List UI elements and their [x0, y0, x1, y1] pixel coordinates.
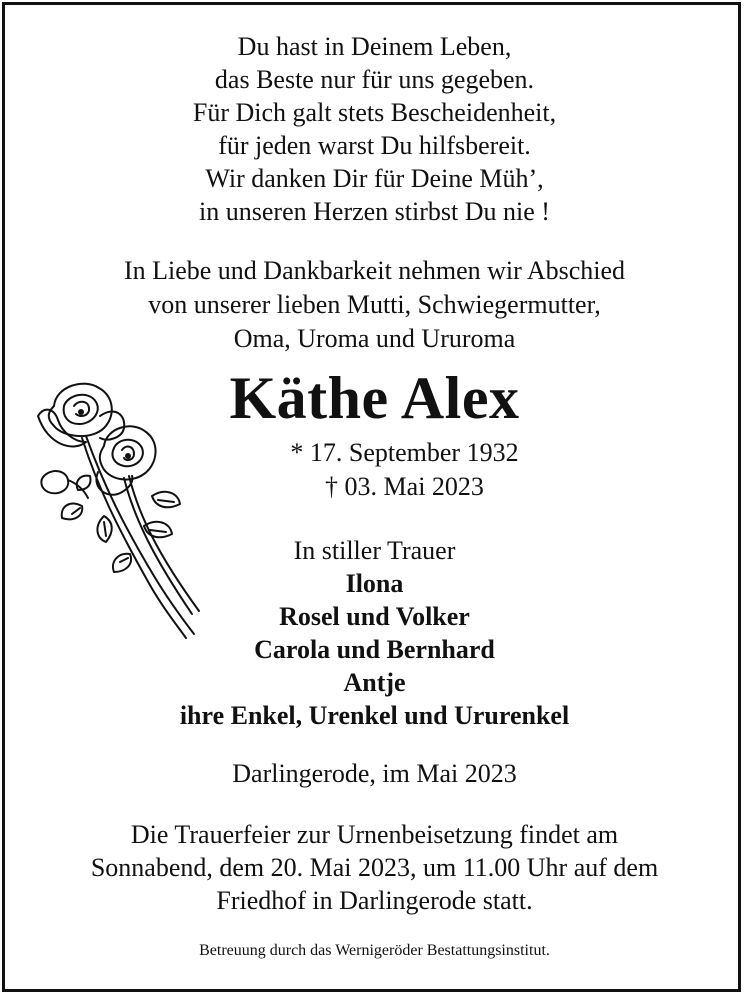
place-date: Darlingerode, im Mai 2023 [232, 759, 517, 788]
poem-line-5: Wir danken Dir für Deine Müh’, [205, 164, 544, 193]
funeral-line-1: Die Trauerfeier zur Urnenbeisetzung findet am [130, 820, 619, 849]
poem-line-2: das Beste nur für uns gegeben. [214, 65, 535, 94]
intro-line-1: In Liebe und Dankbarkeit nehmen wir Abschied [123, 256, 626, 285]
mourner-name: Ilona [345, 569, 404, 598]
poem-line-6: in unseren Herzen stirbst Du nie ! [199, 197, 550, 226]
deceased-name: Käthe Alex [229, 365, 520, 431]
poem-line-3: Für Dich galt stets Bescheidenheit, [192, 98, 557, 127]
birth-date: * 17. September 1932 [290, 438, 519, 467]
mourner-name: Carola und Bernhard [254, 635, 495, 664]
funeral-line-2: Sonnabend, dem 20. Mai 2023, um 11.00 Uhr auf dem [90, 853, 659, 882]
death-date: † 03. Mai 2023 [325, 472, 484, 501]
funeral-home-credit: Betreuung durch das Wernigeröder Bestattungsinstitut. [199, 942, 550, 959]
funeral-line-3: Friedhof in Darlingerode statt. [216, 886, 533, 915]
intro-line-2: von unserer lieben Mutti, Schwiegermutter, [148, 290, 601, 319]
poem-line-1: Du hast in Deinem Leben, [237, 32, 512, 61]
mourner-name: Antje [343, 668, 406, 697]
intro-line-3: Oma, Uroma und Ururoma [233, 324, 516, 353]
mourners-heading: In stiller Trauer [293, 536, 456, 565]
mourner-name: Rosel und Volker [279, 602, 470, 631]
poem-line-4: für jeden warst Du hilfsbereit. [218, 131, 531, 160]
mourner-name: ihre Enkel, Urenkel und Ururenkel [179, 701, 570, 730]
